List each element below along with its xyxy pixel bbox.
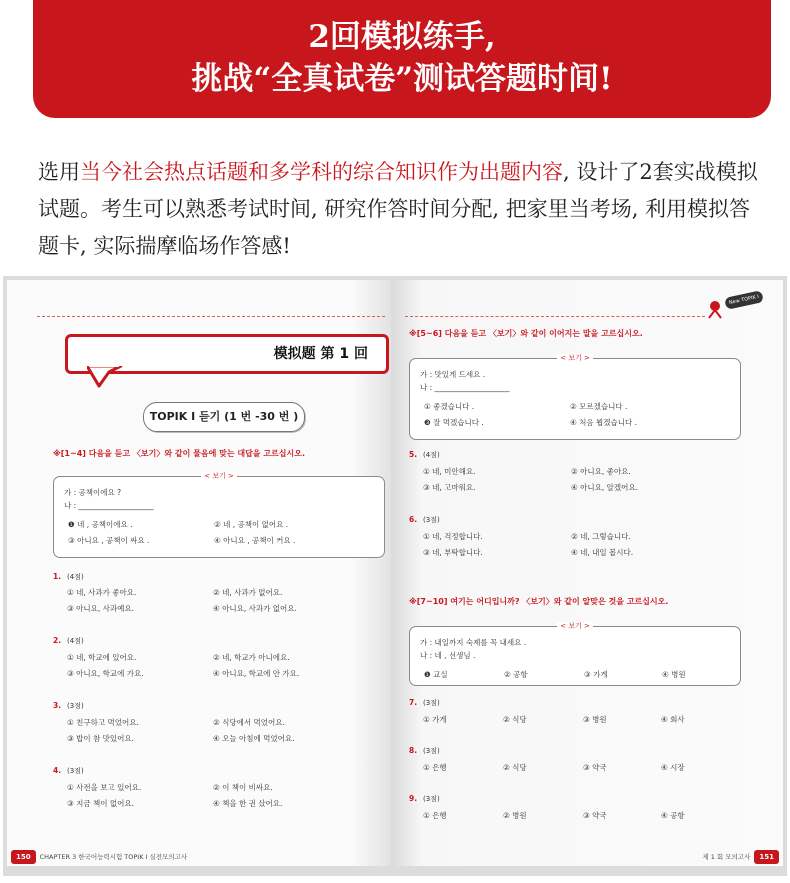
question-points: (3점) bbox=[423, 516, 440, 524]
example-label: < 보기 > bbox=[557, 354, 593, 362]
answer-option: ③ 약국 bbox=[583, 811, 607, 820]
answer-option: ④ 시장 bbox=[661, 763, 685, 772]
question-number: 1. bbox=[53, 572, 62, 581]
answer-option: ① 은행 bbox=[423, 811, 447, 820]
answer-option: ④ 책을 한 권 샀어요. bbox=[213, 799, 283, 808]
answer-option: ④ 오늘 아침에 먹었어요. bbox=[213, 734, 295, 743]
example-box bbox=[409, 622, 741, 686]
example-option: ❶ 네 , 공책이에요 . bbox=[68, 520, 133, 529]
example-option: ③ 가게 bbox=[584, 670, 608, 679]
answer-option: ① 친구하고 먹었어요. bbox=[67, 718, 139, 727]
dashed-divider bbox=[37, 316, 385, 317]
answer-option: ② 식당 bbox=[503, 715, 527, 724]
example-option: ④ 병원 bbox=[662, 670, 686, 679]
question-number: 4. bbox=[53, 766, 62, 775]
example-question: 가 : 맛있게 드세요 . bbox=[420, 370, 486, 379]
answer-option: ④ 아니요, 학교에 안 가요. bbox=[213, 669, 300, 678]
answer-option: ② 식당에서 먹었어요. bbox=[213, 718, 285, 727]
question-points: (3점) bbox=[67, 702, 84, 710]
banner-line-2: 挑战“全真试卷”测试答题时间! bbox=[191, 61, 613, 97]
example-label: < 보기 > bbox=[557, 622, 593, 630]
answer-option: ① 가게 bbox=[423, 715, 447, 724]
answer-option: ③ 밥이 참 맛있어요. bbox=[67, 734, 134, 743]
answer-option: ② 식당 bbox=[503, 763, 527, 772]
answer-option: ③ 약국 bbox=[583, 763, 607, 772]
answer-option: ③ 네, 부탁합니다. bbox=[423, 548, 483, 557]
page-number: 151 bbox=[754, 850, 779, 864]
example-answer-line: 나 : ____________________ bbox=[64, 501, 154, 510]
example-box bbox=[409, 354, 741, 440]
instruction-1-4: ※[1~4] 다음을 듣고 〈보기〉와 같이 물음에 맞는 대답을 고르십시오. bbox=[53, 449, 305, 458]
bubble-tail-icon bbox=[87, 366, 127, 388]
example-option: ④ 아니요 , 공책이 커요 . bbox=[214, 536, 296, 545]
answer-option: ① 네, 사과가 좋아요. bbox=[67, 588, 137, 597]
question-number: 3. bbox=[53, 701, 62, 710]
answer-option: ③ 병원 bbox=[583, 715, 607, 724]
example-answer-line: 나 : ____________________ bbox=[420, 383, 510, 392]
exam-title: 模拟题 第 1 回 bbox=[273, 346, 368, 362]
answer-option: ③ 아니요, 사과예요. bbox=[67, 604, 134, 613]
example-question: 가 : 내일까지 숙제를 꼭 내세요 . bbox=[420, 638, 527, 647]
example-option: ② 네 , 공책이 없어요 . bbox=[214, 520, 289, 529]
question-points: (4점) bbox=[67, 573, 84, 581]
instruction-5-6: ※[5~6] 다음을 듣고 〈보기〉와 같이 이어지는 말을 고르십시오. bbox=[409, 329, 643, 338]
answer-option: ① 네, 걱정합니다. bbox=[423, 532, 483, 541]
question-points: (4점) bbox=[67, 637, 84, 645]
answer-option: ② 네, 학교가 아니에요. bbox=[213, 653, 290, 662]
intro-highlight: 当今社会热点话题和多学科的综合知识作为出题内容 bbox=[80, 160, 563, 184]
answer-option: ④ 네, 내일 봅시다. bbox=[571, 548, 634, 557]
example-option: ② 공항 bbox=[504, 670, 528, 679]
answer-option: ③ 지금 책이 없어요. bbox=[67, 799, 134, 808]
chapter-label: CHAPTER 3 한국어능력시험 TOPIK Ⅰ 실전모의고사 bbox=[39, 853, 188, 861]
answer-option: ② 아니요, 좋아요. bbox=[571, 467, 631, 476]
example-box bbox=[53, 472, 385, 558]
example-option: ① 좋겠습니다 . bbox=[424, 402, 475, 411]
section-pill: TOPIK Ⅰ 듣기 (1 번 -30 번 ) bbox=[143, 402, 305, 432]
exam-round-label: 제 1 회 모의고사 bbox=[702, 853, 751, 861]
header-banner bbox=[33, 0, 771, 118]
topik-badge: New TOPIK Ⅰ bbox=[724, 290, 764, 310]
cartoon-figure-icon bbox=[703, 298, 727, 320]
book-spread bbox=[3, 276, 787, 876]
example-answer: 나 : 네 , 선생님 . bbox=[420, 651, 476, 660]
answer-option: ① 은행 bbox=[423, 763, 447, 772]
example-option: ③ 아니요 , 공책이 싸요 . bbox=[68, 536, 150, 545]
page-number: 150 bbox=[11, 850, 36, 864]
intro-paragraph bbox=[38, 154, 763, 265]
answer-option: ① 네, 학교에 있어요. bbox=[67, 653, 137, 662]
example-option: ❸ 잘 먹겠습니다 . bbox=[424, 418, 484, 427]
answer-option: ④ 아니요, 사과가 없어요. bbox=[213, 604, 297, 613]
answer-option: ① 사전을 보고 있어요. bbox=[67, 783, 142, 792]
answer-option: ② 네, 사과가 없어요. bbox=[213, 588, 283, 597]
answer-option: ④ 회사 bbox=[661, 715, 685, 724]
dashed-divider bbox=[405, 316, 705, 317]
intro-pre: 选用 bbox=[38, 160, 80, 184]
right-page bbox=[395, 280, 783, 866]
question-number: 2. bbox=[53, 636, 62, 645]
question-points: (4점) bbox=[423, 451, 440, 459]
question-points: (3점) bbox=[423, 795, 440, 803]
question-number: 5. bbox=[409, 450, 418, 459]
instruction-7-10: ※[7~10] 여기는 어디입니까? 〈보기〉와 같이 알맞은 것을 고르십시오. bbox=[409, 597, 669, 606]
left-page bbox=[7, 280, 391, 866]
answer-option: ③ 아니요, 학교에 가요. bbox=[67, 669, 144, 678]
question-number: 6. bbox=[409, 515, 418, 524]
right-footer bbox=[702, 850, 783, 864]
question-points: (3점) bbox=[423, 747, 440, 755]
example-question: 가 : 공책이에요 ? bbox=[64, 488, 122, 497]
left-footer bbox=[7, 850, 187, 864]
answer-option: ④ 공항 bbox=[661, 811, 685, 820]
answer-option: ② 이 책이 비싸요. bbox=[213, 783, 273, 792]
question-points: (3점) bbox=[423, 699, 440, 707]
question-points: (3점) bbox=[67, 767, 84, 775]
example-label: < 보기 > bbox=[201, 472, 237, 480]
question-number: 9. bbox=[409, 794, 418, 803]
answer-option: ④ 아니요, 알겠어요. bbox=[571, 483, 638, 492]
banner-line-1: 2回模拟练手, bbox=[308, 19, 496, 55]
example-option: ② 모르겠습니다 . bbox=[570, 402, 628, 411]
answer-option: ② 네, 그렇습니다. bbox=[571, 532, 631, 541]
answer-option: ② 병원 bbox=[503, 811, 527, 820]
example-option: ④ 처음 뵙겠습니다 . bbox=[570, 418, 637, 427]
intro-post: , 设计了2套实战模拟试题。考生可以熟悉考试时间, 研究作答时间分配, 把家里当考场, 利用模拟答题卡, 实际揣摩临场作答感! bbox=[38, 160, 758, 258]
question-number: 7. bbox=[409, 698, 418, 707]
answer-option: ① 네, 미안해요. bbox=[423, 467, 476, 476]
answer-option: ③ 네, 고마워요. bbox=[423, 483, 476, 492]
question-number: 8. bbox=[409, 746, 418, 755]
example-option: ❶ 교실 bbox=[424, 670, 448, 679]
